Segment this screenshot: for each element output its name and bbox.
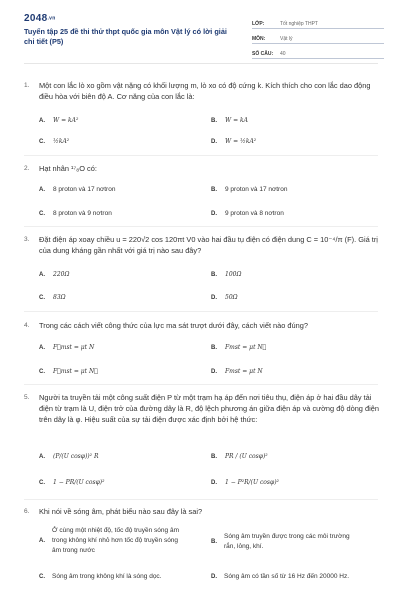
option-1b[interactable] — [211, 116, 371, 126]
option-letter: A. — [39, 345, 45, 351]
question-separator — [24, 226, 378, 227]
meta-label: LỚP: — [252, 21, 265, 27]
option-4d[interactable] — [211, 367, 371, 377]
option-letter: B. — [211, 539, 217, 545]
option-letter: A. — [39, 538, 45, 544]
question-text: Đặt điện áp xoay chiều u = 220√2 cos 120πt V0 vào hai đầu tụ điện có điện dung C = 10⁻⁴/π (F). Giá trị của dung kháng gần nhất với giá trị nào sau đây? — [39, 235, 378, 255]
option-5b[interactable] — [211, 452, 371, 462]
option-letter: D. — [211, 480, 217, 486]
option-letter: C. — [39, 480, 45, 486]
page-header — [0, 0, 400, 58]
meta-row-subject — [252, 29, 384, 44]
option-text: W = kA — [225, 117, 248, 124]
option-text: 8 proton và 9 nơtron — [53, 210, 112, 217]
option-letter: D. — [211, 139, 217, 145]
option-letter: B. — [211, 454, 217, 460]
question-separator — [24, 384, 378, 385]
meta-row-class — [252, 14, 384, 29]
option-3a[interactable] — [39, 270, 199, 280]
option-text: 1 − PR/(U cosφ)² — [53, 479, 105, 486]
exam-meta — [252, 14, 384, 59]
option-text: PR / (U cosφ)² — [225, 453, 268, 460]
option-6c[interactable] — [39, 572, 199, 582]
option-6a[interactable] — [39, 526, 199, 556]
option-text: 83Ω — [53, 294, 66, 301]
question-text: Hạt nhân ¹⁷₈O có: — [39, 164, 97, 173]
option-letter: D. — [211, 295, 217, 301]
option-letter: D. — [211, 369, 217, 375]
meta-value: 40 — [280, 51, 286, 57]
option-text: Sóng âm trong không khí là sóng dọc. — [52, 573, 162, 580]
question-separator — [24, 155, 378, 156]
option-text: 9 proton và 17 nơtron — [225, 186, 288, 193]
option-letter: B. — [211, 272, 217, 278]
option-text: Ở cùng một nhiệt độ, tốc độ truyền sóng âm trong không khí nhỏ hơn tốc độ truyền sóng âm trong nước — [52, 527, 179, 554]
document-title: Tuyển tập 25 đề thi thử thpt quốc gia môn Vật lý có lời giải chi tiết (P5) — [24, 27, 227, 46]
option-4b[interactable] — [211, 343, 371, 353]
option-text: 100Ω — [225, 271, 242, 278]
meta-value: Tốt nghiệp THPT — [280, 21, 318, 27]
option-letter: C. — [39, 574, 45, 580]
question-text: Trong các cách viết công thức của lực ma sát trượt dưới đây, cách viết nào đúng? — [39, 321, 308, 330]
meta-label: SỐ CÂU: — [252, 51, 274, 57]
option-text: F⃗mst = μt N — [53, 344, 95, 351]
option-2d[interactable] — [211, 209, 371, 219]
option-letter: A. — [39, 454, 45, 460]
option-3d[interactable] — [211, 293, 371, 303]
option-2a[interactable] — [39, 185, 199, 195]
question-number: 1. — [24, 82, 30, 89]
option-letter: C. — [39, 211, 45, 217]
option-letter: A. — [39, 272, 45, 278]
question-number: 5. — [24, 394, 30, 401]
option-text: Sóng âm truyền được trong các môi trường rắn, lỏng, khí. — [224, 533, 350, 550]
option-text: (P/(U cosφ))² R — [53, 453, 99, 460]
question-text: Một con lắc lò xo gồm vật nặng có khối lượng m, lò xo có độ cứng k. Kích thích cho con lắc dao động điều hòa với biên độ A. Cơ năng của con lắc là: — [39, 81, 371, 101]
option-3b[interactable] — [211, 270, 371, 280]
option-letter: C. — [39, 369, 45, 375]
question-number: 3. — [24, 236, 30, 243]
question-number: 4. — [24, 322, 30, 329]
question-number: 2. — [24, 165, 30, 172]
option-5d[interactable] — [211, 478, 371, 488]
option-letter: B. — [211, 345, 217, 351]
option-letter: D. — [211, 574, 217, 580]
meta-value: Vật lý — [280, 36, 293, 42]
option-text: 9 proton và 8 nơtron — [225, 210, 284, 217]
site-logo[interactable] — [24, 13, 56, 24]
option-letter: A. — [39, 118, 45, 124]
header-divider — [24, 63, 378, 64]
option-text: Fmst = μt N⃗ — [225, 344, 267, 351]
option-text: W = kA² — [53, 117, 79, 124]
option-5c[interactable] — [39, 478, 199, 488]
option-letter: D. — [211, 211, 217, 217]
option-letter: B. — [211, 187, 217, 193]
option-6b[interactable] — [211, 532, 371, 552]
option-1d[interactable] — [211, 137, 371, 147]
option-5a[interactable] — [39, 452, 199, 462]
meta-label: MÔN: — [252, 36, 266, 42]
option-text: W = ½kA² — [225, 138, 257, 145]
question-number: 6. — [24, 508, 30, 515]
question-text: Khi nói về sóng âm, phát biểu nào sau đây là sai? — [39, 507, 203, 516]
option-1c[interactable] — [39, 137, 199, 147]
option-text: F⃗mst = μt N⃗ — [53, 368, 98, 375]
option-2b[interactable] — [211, 185, 371, 195]
option-6d[interactable] — [211, 572, 371, 582]
option-text: 8 proton và 17 nơtron — [53, 186, 116, 193]
option-text: Sóng âm có tần số từ 16 Hz đến 20000 Hz. — [224, 573, 350, 580]
option-letter: C. — [39, 295, 45, 301]
question-text: Người ta truyền tải một công suất điện P từ một trạm hạ áp đến nơi tiêu thụ, điện áp ở hai đầu dây tải điện từ trạm là U, điện trở của đường dây là R, độ lệch phương án giữa điện áp và cường độ dòng điện trên dây là φ. Hiệu suất của sự tải điện được xác định bởi hệ thức: — [39, 393, 379, 424]
option-4c[interactable] — [39, 367, 199, 377]
question-separator — [24, 499, 378, 500]
meta-row-count — [252, 44, 384, 59]
option-2c[interactable] — [39, 209, 199, 219]
option-1a[interactable] — [39, 116, 199, 126]
option-3c[interactable] — [39, 293, 199, 303]
option-text: 50Ω — [225, 294, 238, 301]
option-letter: C. — [39, 139, 45, 145]
logo-text: 2048 — [24, 13, 48, 24]
question-separator — [24, 311, 378, 312]
option-4a[interactable] — [39, 343, 199, 353]
option-text: 1 − P²R/(U cosφ)² — [225, 479, 279, 486]
option-letter: A. — [39, 187, 45, 193]
option-letter: B. — [211, 118, 217, 124]
option-text: 220Ω — [53, 271, 70, 278]
option-text: ½kA² — [53, 138, 70, 145]
option-text: Fmst = μt N — [225, 368, 263, 375]
logo-suffix: .vn — [47, 15, 56, 22]
